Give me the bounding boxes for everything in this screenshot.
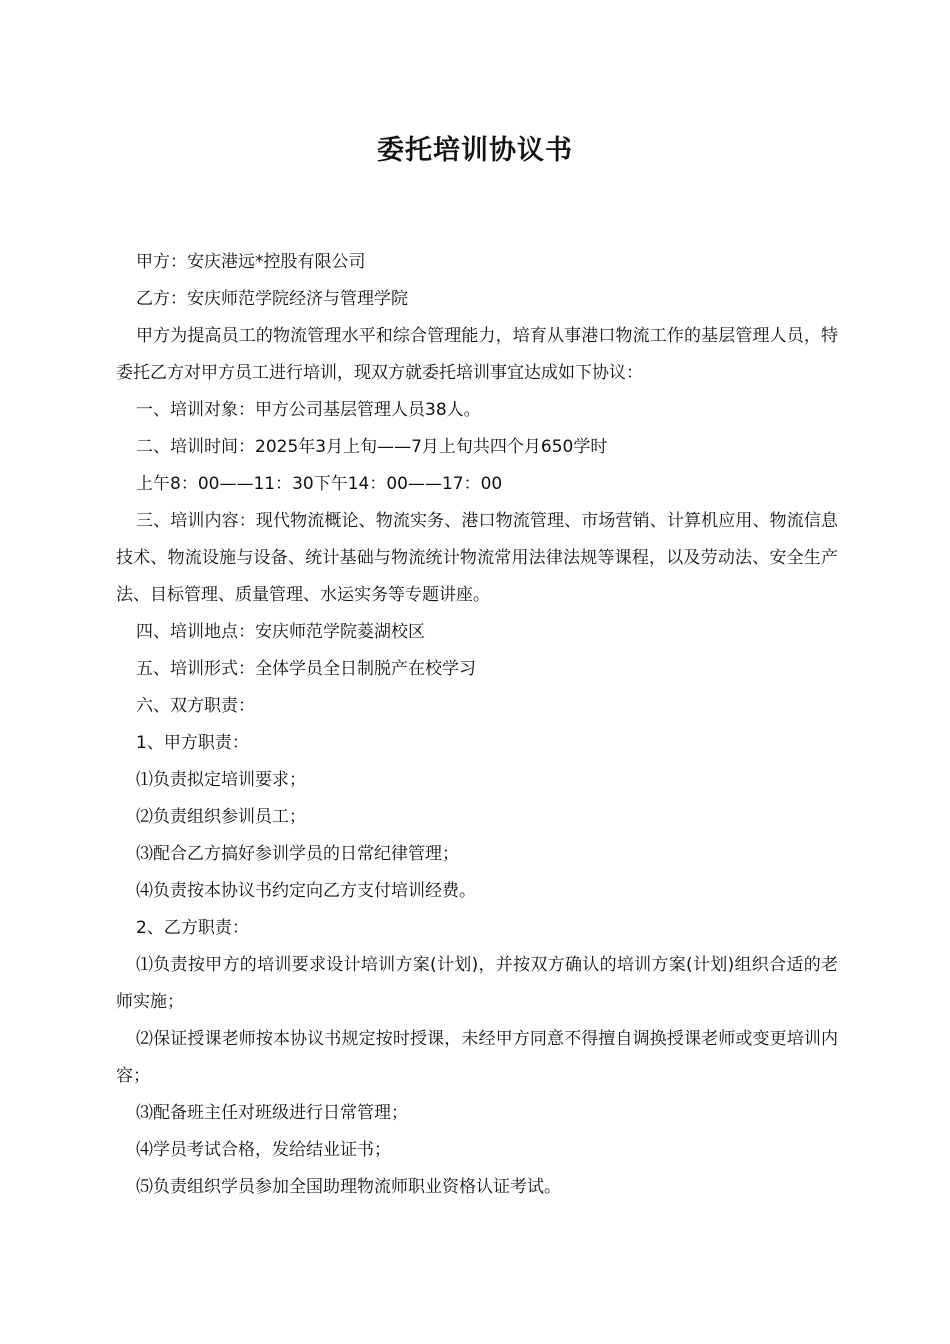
clause-responsibilities: 六、双方职责： [136, 696, 255, 716]
clause-training-content: 三、培训内容：现代物流概论、物流实务、港口物流管理、市场营销、计算机应用、物流信息技术、物流设施与设备、统计基础与物流统计物流常用法律法规等课程，以及劳动法、安全生产法、目标管理、质量管理、水运实务等专题讲座。 [116, 511, 838, 605]
document-title: 委托培训协议书 [377, 135, 573, 166]
party-b-line: 乙方：安庆师范学院经济与管理学院 [136, 289, 408, 309]
party-b-item-5: ⑸负责组织学员参加全国助理物流师职业资格认证考试。 [136, 1177, 561, 1197]
intro-paragraph: 甲方为提高员工的物流管理水平和综合管理能力，培育从事港口物流工作的基层管理人员，特委托乙方对甲方员工进行培训，现双方就委托培训事宜达成如下协议： [116, 326, 838, 383]
party-a-responsibilities-heading: 1、甲方职责： [136, 733, 249, 753]
party-b-item-1: ⑴负责按甲方的培训要求设计培训方案(计划)，并按双方确认的培训方案(计划)组织合适的老师实施； [116, 955, 838, 1012]
party-b-item-4: ⑷学员考试合格，发给结业证书； [136, 1140, 391, 1160]
party-a-line: 甲方：安庆港远*控股有限公司 [136, 252, 366, 272]
party-b-item-2: ⑵保证授课老师按本协议书规定按时授课，未经甲方同意不得擅自调换授课老师或变更培训内容； [116, 1029, 838, 1086]
party-a-item-1: ⑴负责拟定培训要求； [136, 770, 306, 790]
clause-training-format: 五、培训形式：全体学员全日制脱产在校学习 [136, 659, 476, 679]
clause-training-target: 一、培训对象：甲方公司基层管理人员38人。 [136, 400, 481, 420]
clause-training-hours: 上午8：00——11：30下午14：00——17：00 [136, 474, 503, 494]
party-b-item-3: ⑶配备班主任对班级进行日常管理； [136, 1103, 408, 1123]
party-b-responsibilities-heading: 2、乙方职责： [136, 918, 249, 938]
clause-training-time: 二、培训时间：2025年3月上旬——7月上旬共四个月650学时 [136, 437, 608, 457]
party-a-item-2: ⑵负责组织参训员工； [136, 807, 306, 827]
party-a-item-3: ⑶配合乙方搞好参训学员的日常纪律管理； [136, 844, 459, 864]
clause-training-location: 四、培训地点：安庆师范学院菱湖校区 [136, 622, 425, 642]
document-body [116, 244, 838, 1206]
party-a-item-4: ⑷负责按本协议书约定向乙方支付培训经费。 [136, 881, 476, 901]
